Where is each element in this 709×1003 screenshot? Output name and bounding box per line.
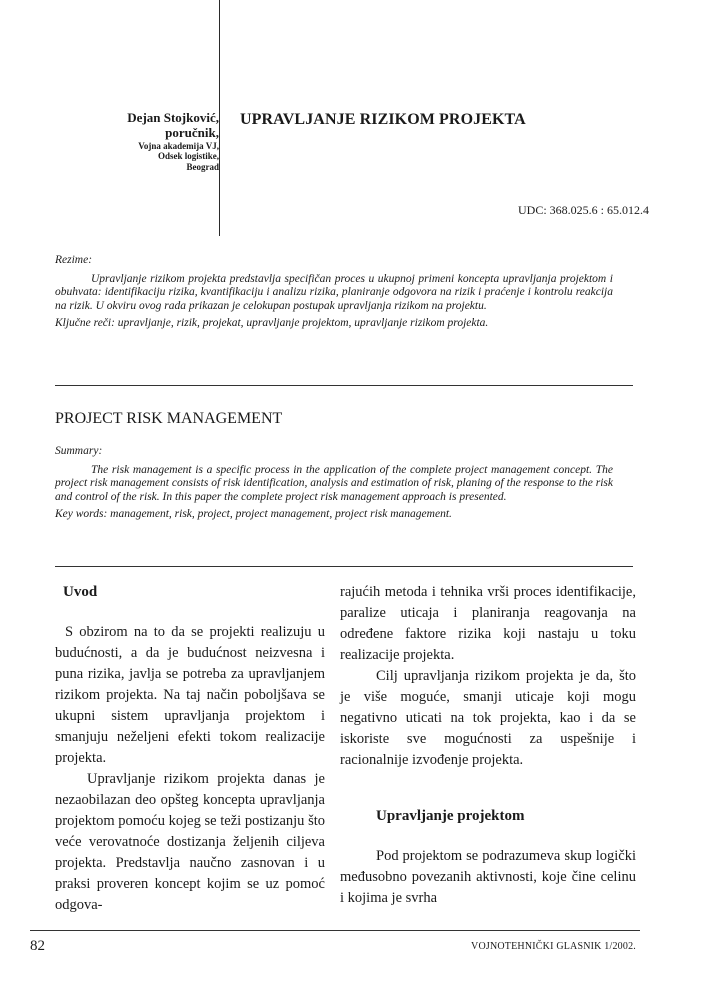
udc-code: UDC: 368.025.6 : 65.012.4: [517, 203, 649, 217]
uvod-heading: Uvod: [63, 584, 98, 600]
author-rank: poručnik,: [165, 125, 219, 141]
left-paragraph-1: S obzirom na to da se projekti realizuju u budućnosti, a da je budućnost neizvesna i puna rizika, javlja se potreba za upravljanjem rizikom projekta. Na taj način poboljšava se ukupni sistem upravljanja projektom i smanjuju neželjeni efekti tokom realizacije projekta.: [55, 624, 325, 766]
upravljanje-projektom-heading: Upravljanje projektom: [376, 808, 525, 824]
summary-text: The risk management is a specific process in the application of the complete project management concept. The project risk management consists of risk identification, analysis and estimation of risk, planing of the response to the risk and control of the risk. In this paper the complete project risk management approach is presented.: [55, 463, 613, 503]
summary-heading: Summary:: [55, 445, 103, 457]
rule-2: [55, 566, 633, 567]
author-block: [127, 110, 219, 172]
right-paragraph-2: Cilj upravljanja rizikom projekta je da, što je više moguće, smanji uticaje koji mogu negativno uticati na tok projekta, kao i da se iskoriste sve mogućnosti za uspešnije i racionalnije izvođenje projekta.: [340, 668, 636, 768]
english-title: PROJECT RISK MANAGEMENT: [55, 410, 283, 427]
summary-keywords: Key words: management, risk, project, project management, project risk management.: [55, 508, 452, 521]
rezime-block: [55, 254, 613, 331]
author-affiliation-3: Beograd: [186, 161, 219, 172]
rule-1: [55, 385, 633, 386]
rezime-heading: Rezime:: [55, 254, 93, 266]
header-divider: [219, 0, 220, 236]
right-column: [340, 582, 636, 909]
right-paragraph-1: rajućih metoda i tehnika vrši proces identifikacije, paralize uticaja i planiranja reagovanja na određene faktore rizika koji nastaju u toku realizacije projekta.: [340, 584, 636, 663]
journal-name: VOJNOTEHNIČKI GLASNIK 1/2002.: [471, 941, 636, 952]
author-affiliation-1: Vojna akademija VJ,: [138, 140, 219, 151]
rezime-text: Upravljanje rizikom projekta predstavlja specifičan proces u ukupnoj primeni koncepta upravljanja projektom i obuhvata: identifikaciju rizika, kvantifikaciju i analizu rizika, planiranje odgovora na rizik i praćenje i kontrolu reakcija na rizik. U okviru ovog rada prikazan je celokupan postupak upravljanja rizikom na projektu.: [55, 272, 613, 312]
footer-rule: [30, 930, 640, 931]
rezime-keywords: Ključne reči: upravljanje, rizik, projekat, upravljanje projektom, upravljanje rizikom projekta.: [55, 317, 489, 330]
summary-block: [55, 445, 613, 522]
left-paragraph-2: Upravljanje rizikom projekta danas je nezaobilazan deo opšteg koncepta upravljanja projektom pomoću kojeg se teži postizanju što veće verovatnoće dostizanja željenih ciljeva projekta. Predstavlja naučno zasnovan i u praksi proveren koncept kojim se uz pomoć odgova-: [55, 771, 325, 913]
paper-title: UPRAVLJANJE RIZIKOM PROJEKTA: [240, 111, 526, 128]
author-affiliation-2: Odsek logistike,: [157, 151, 219, 162]
left-column: [55, 582, 325, 916]
author-name: Dejan Stojković,: [127, 110, 219, 125]
right-paragraph-3: Pod projektom se podrazumeva skup logički međusobno povezanih aktivnosti, koje čine celinu i kojima je svrha: [340, 848, 636, 906]
page-number: 82: [30, 938, 45, 954]
